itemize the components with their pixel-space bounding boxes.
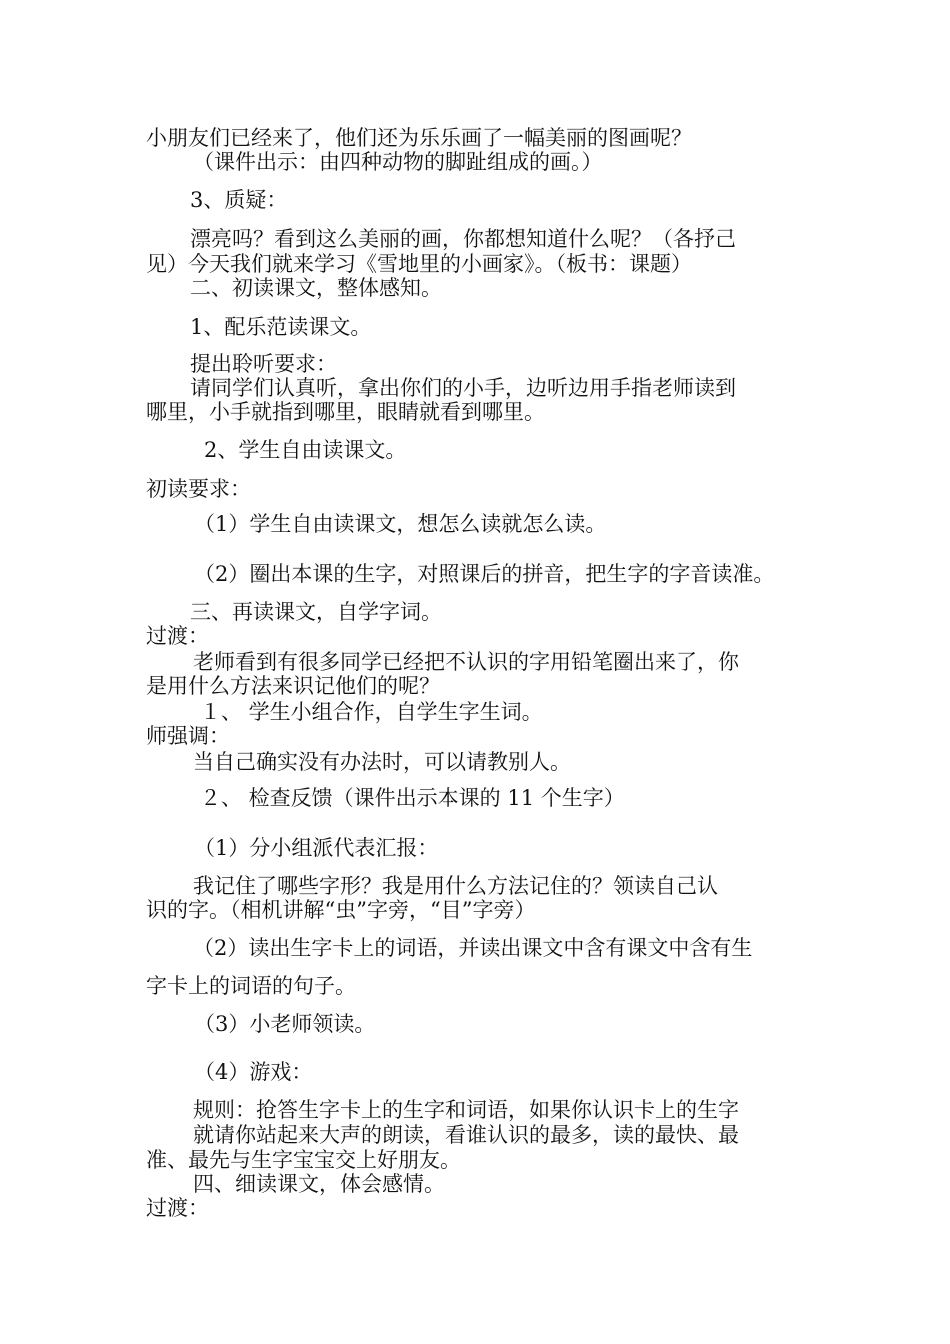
text-line: 当自己确实没有办法时，可以请教别人。 [193,750,571,774]
text-line: （1）学生自由读课文，想怎么读就怎么读。 [194,512,607,536]
text-line: 字卡上的词语的句子。 [146,974,356,998]
text-line: 哪里，小手就指到哪里，眼睛就看到哪里。 [146,400,545,424]
text-line: 小朋友们已经来了，他们还为乐乐画了一幅美丽的图画呢？ [146,126,692,150]
text-line: （2）读出生字卡上的词语，并读出课文中含有课文中含有生 [193,936,753,960]
text-line: （课件出示：由四种动物的脚趾组成的画。） [193,150,603,174]
text-line: 我记住了哪些字形？我是用什么方法记住的？领读自己认 [193,874,718,898]
text-line: １、 学生小组合作，自学生字生词。 [200,700,543,724]
text-line: （3）小老师领读。 [194,1012,376,1036]
text-line: （1）分小组派代表汇报： [194,836,439,860]
text-line: 1、配乐范读课文。 [190,315,372,339]
text-line: 四、细读课文，体会感情。 [193,1172,445,1196]
text-line: （4）游戏： [194,1060,313,1084]
text-line: 3、质疑： [190,188,288,212]
text-line: 识的字。（相机讲解“虫”字旁，“目”字旁） [146,898,536,922]
text-line: 师强调： [146,724,230,748]
text-line: 见）今天我们就来学习《雪地里的小画家》。（板书：课题） [146,252,692,276]
text-line: 过渡： [146,1196,209,1220]
text-line: 是用什么方法来识记他们的呢？ [146,674,440,698]
text-line: 漂亮吗？看到这么美丽的画，你都想知道什么呢？（各抒己 [190,227,736,251]
text-line: 请同学们认真听，拿出你们的小手，边听边用手指老师读到 [190,376,736,400]
text-line: 初读要求： [146,477,251,501]
text-line: 二、初读课文，整体感知。 [190,276,442,300]
text-line: 提出聆听要求： [190,352,337,376]
text-line: 规则：抢答生字卡上的生字和词语，如果你认识卡上的生字 [193,1098,739,1122]
text-line: 三、再读课文，自学字词。 [190,600,442,624]
text-line: 老师看到有很多同学已经把不认识的字用铅笔圈出来了，你 [193,650,739,674]
text-line: 准、最先与生字宝宝交上好朋友。 [146,1148,461,1172]
text-line: 2、学生自由读课文。 [204,438,407,462]
text-line: 就请你站起来大声的朗读，看谁认识的最多，读的最快、最 [193,1123,739,1147]
text-line: ２、 检查反馈（课件出示本课的 11 个生字） [200,786,625,810]
text-line: （2）圈出本课的生字，对照课后的拼音，把生字的字音读准。 [194,562,775,586]
text-line: 过渡： [146,624,209,648]
